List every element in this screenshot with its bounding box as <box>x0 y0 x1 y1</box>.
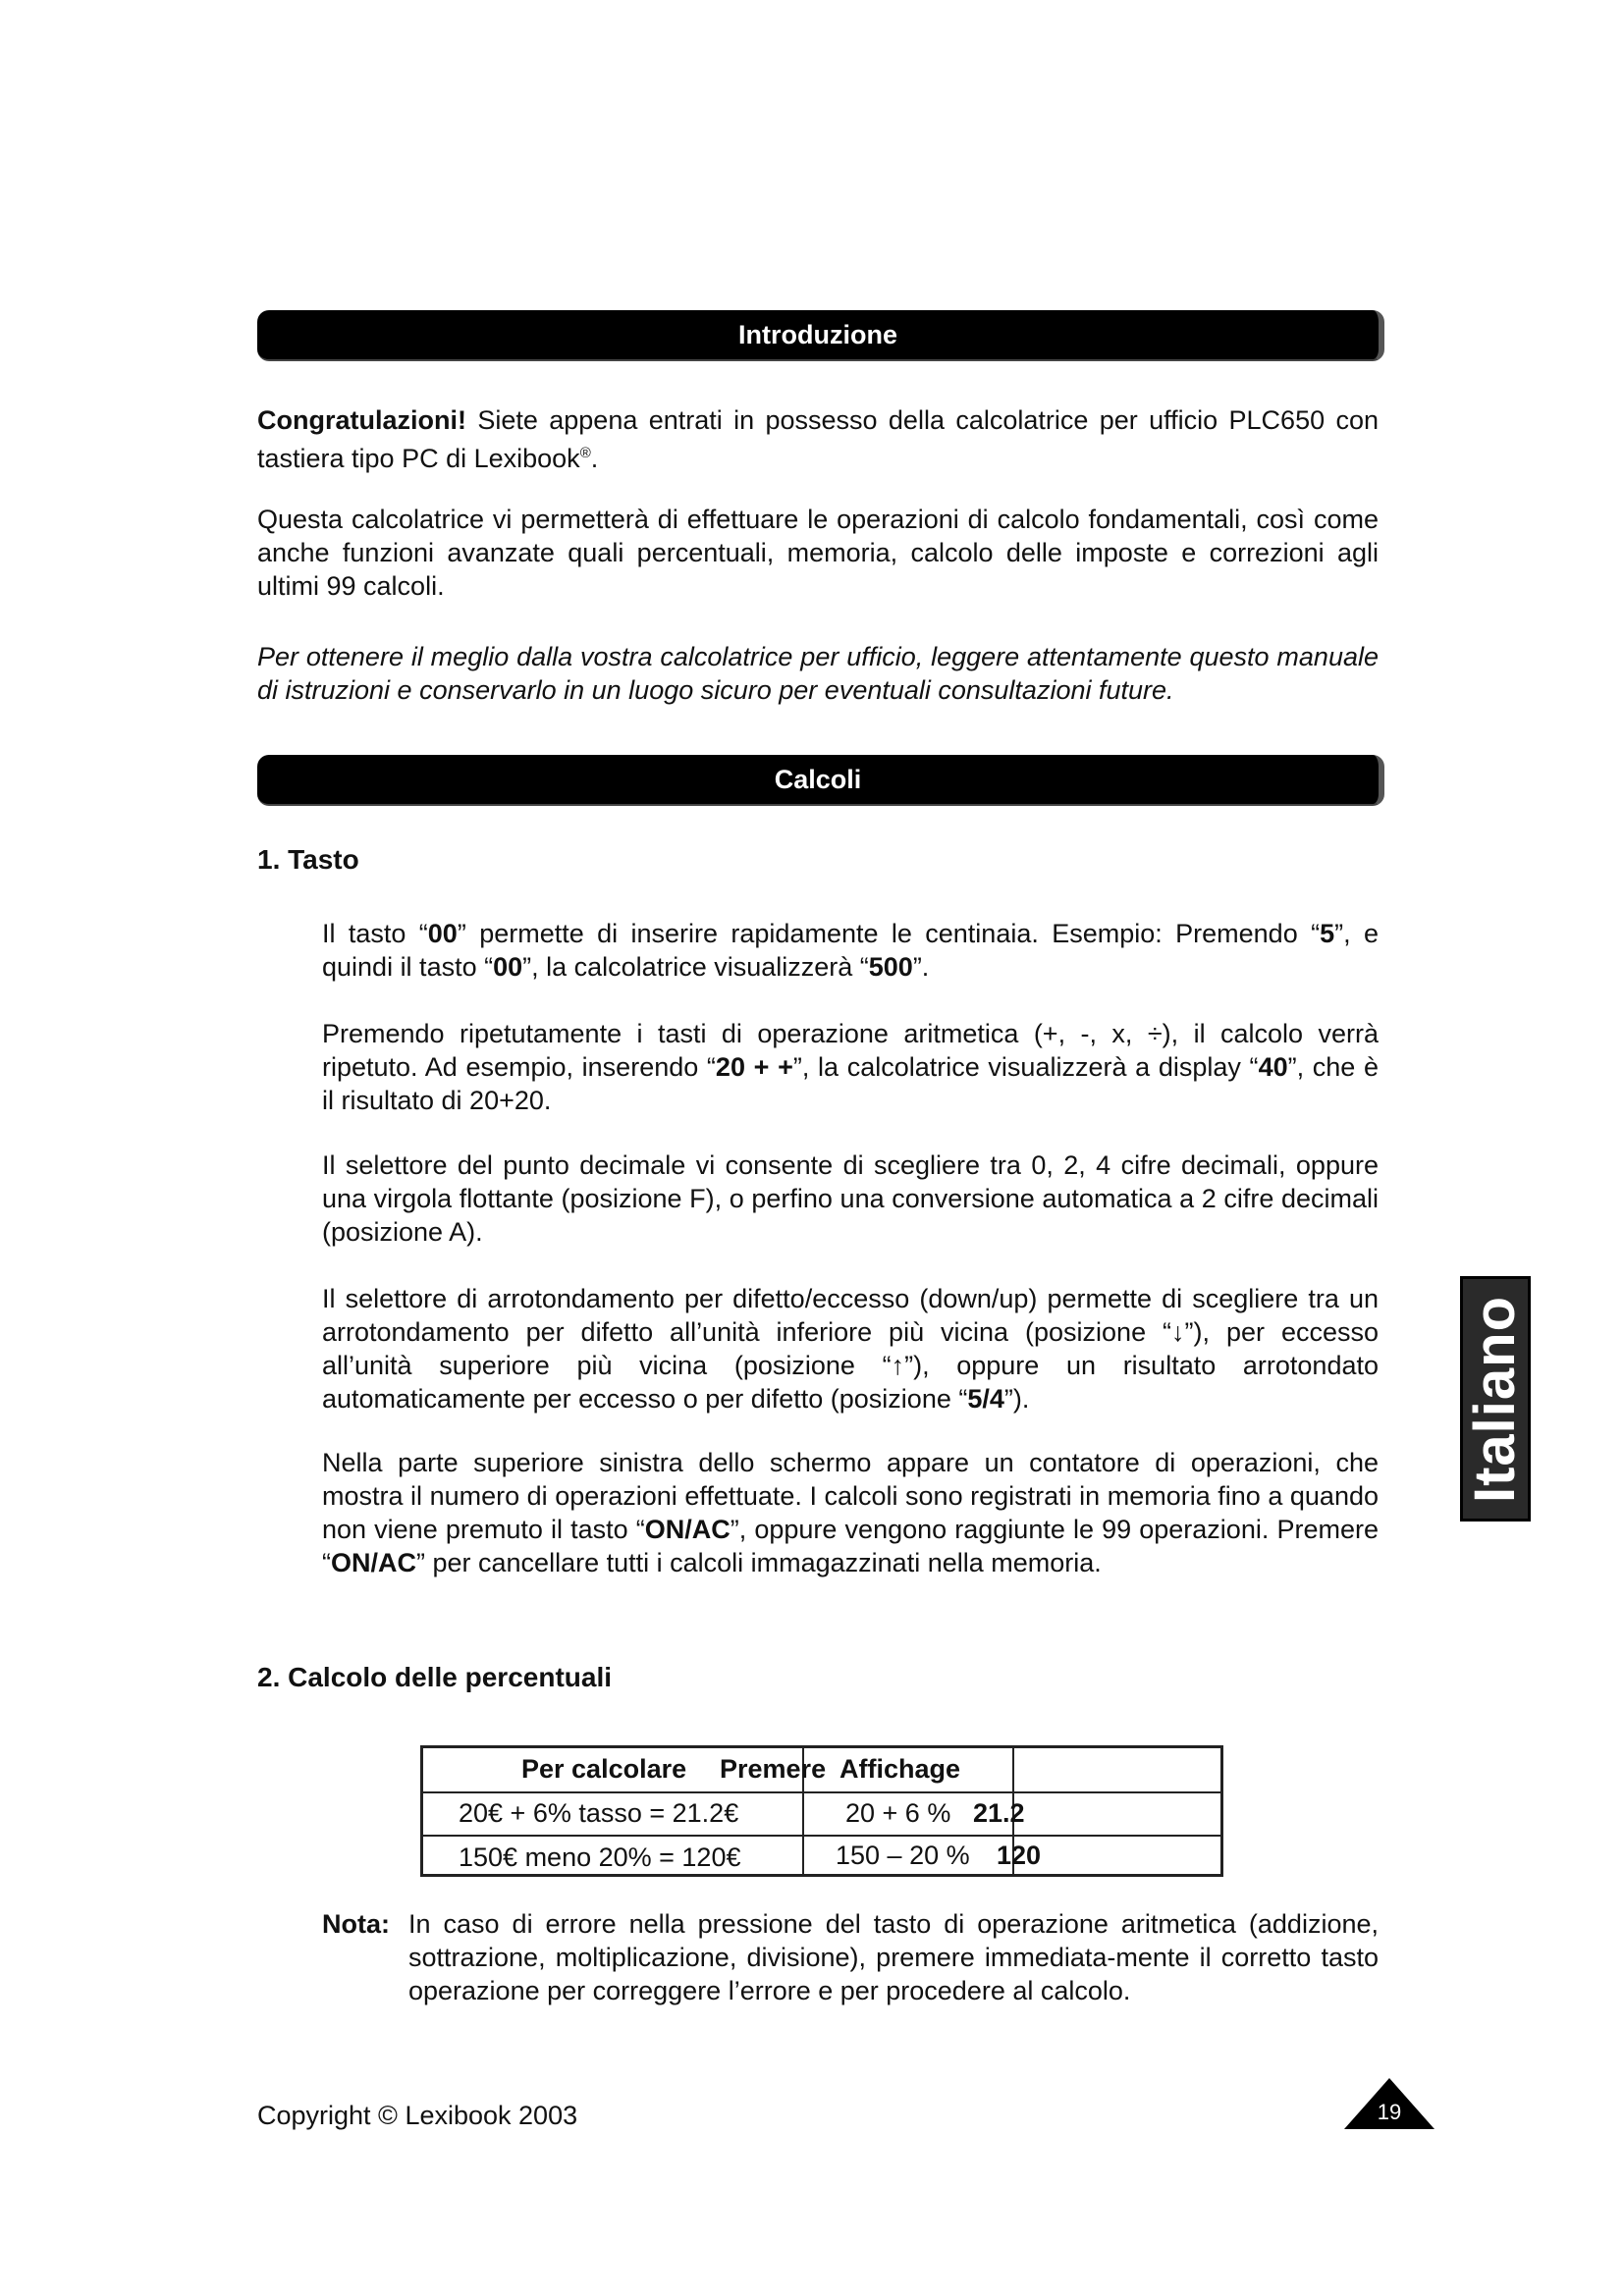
note-label: Nota: <box>322 1909 390 1939</box>
intro-paragraph-2: Questa calcolatrice vi permetterà di effettuare le operazioni di calcolo fondamentali, così come anche funzioni avanzate quali percentuali, memoria, calcolo delle imposte e correzioni agli ultimi 99 calcoli. <box>257 505 1379 601</box>
tasto-paragraph-2: Premendo ripetutamente i tasti di operazione aritmetica (+, -, x, ÷), il calcolo verrà ripetuto. Ad esempio, inserendo “20 + +”, la calcolatrice visualizzerà a display “40”, che è il risultato di 20+20. <box>322 1019 1379 1115</box>
table-header-premere: Premere <box>720 1754 827 1784</box>
section-title: Introduzione <box>738 319 897 349</box>
language-side-tab <box>1460 1276 1531 1522</box>
section-title: Calcoli <box>774 764 862 794</box>
tasto-paragraph-5: Nella parte superiore sinistra dello schermo appare un contatore di operazioni, che mostra il numero di operazioni effettuate. I calcoli sono registrati in memoria fino a quando non viene premuto il tasto “ON/AC”, oppure vengono raggiunte le 99 operazioni. Premere “ON/AC” per cancellare tutti i calcoli immagazzinati nella memoria. <box>322 1448 1379 1577</box>
section-header-calcoli <box>257 755 1384 806</box>
tasto-paragraph-1: Il tasto “00” permette di inserire rapidamente le centinaia. Esempio: Premendo “5”, e quindi il tasto “00”, la calcolatrice visualizzerà “500”. <box>322 919 1379 982</box>
tasto-paragraph-4: Il selettore di arrotondamento per difetto/eccesso (down/up) permette di scegliere tra un arrotondamento per difetto all’unità inferiore più vicina (posizione “↓”), per eccesso all’unità superiore più vicina (posizione “↑”), oppure un risultato arrotondato automaticamente per eccesso o per difetto (posizione “5/4”). <box>322 1284 1379 1414</box>
language-label: Italiano <box>1463 1295 1528 1503</box>
table-cell: 150 – 20 % <box>836 1841 970 1870</box>
page-number: 19 <box>1377 2100 1402 2124</box>
copyright-footer: Copyright © Lexibook 2003 <box>257 2101 578 2130</box>
table-cell: 20€ + 6% tasso = 21.2€ <box>459 1798 739 1828</box>
table-cell: 21.2 <box>973 1798 1025 1828</box>
table-header-per-calcolare: Per calcolare <box>521 1754 687 1784</box>
table-cell: 150€ meno 20% = 120€ <box>459 1842 741 1872</box>
heading-tasto: 1. Tasto <box>257 844 359 875</box>
note-text: In caso di errore nella pressione del tasto di operazione aritmetica (addizione, sottrazione, moltiplicazione, divisione), premere immediata-mente il corretto tasto operazione per correggere l’errore e per procedere al calcolo. <box>408 1909 1379 2005</box>
intro-paragraph-1: Congratulazioni! Siete appena entrati in possesso della calcolatrice per ufficio PLC650 con tastiera tipo PC di Lexibook®. <box>257 405 1379 473</box>
intro-paragraph-3: Per ottenere il meglio dalla vostra calcolatrice per ufficio, leggere attentamente questo manuale di istruzioni e conservarlo in un luogo sicuro per eventuali consultazioni future. <box>257 642 1379 705</box>
table-cell: 120 <box>997 1841 1042 1870</box>
heading-percentuali: 2. Calcolo delle percentuali <box>257 1662 613 1692</box>
page-number-badge <box>1342 2076 1436 2131</box>
table-cell: 20 + 6 % <box>845 1798 951 1828</box>
tasto-paragraph-3: Il selettore del punto decimale vi consente di scegliere tra 0, 2, 4 cifre decimali, oppure una virgola flottante (posizione F), o perfino una conversione automatica a 2 cifre decimali (posizione A). <box>322 1150 1379 1247</box>
table-header-affichage: Affichage <box>839 1754 961 1784</box>
percentage-table <box>420 1745 1223 1877</box>
section-header-introduzione <box>257 310 1384 361</box>
